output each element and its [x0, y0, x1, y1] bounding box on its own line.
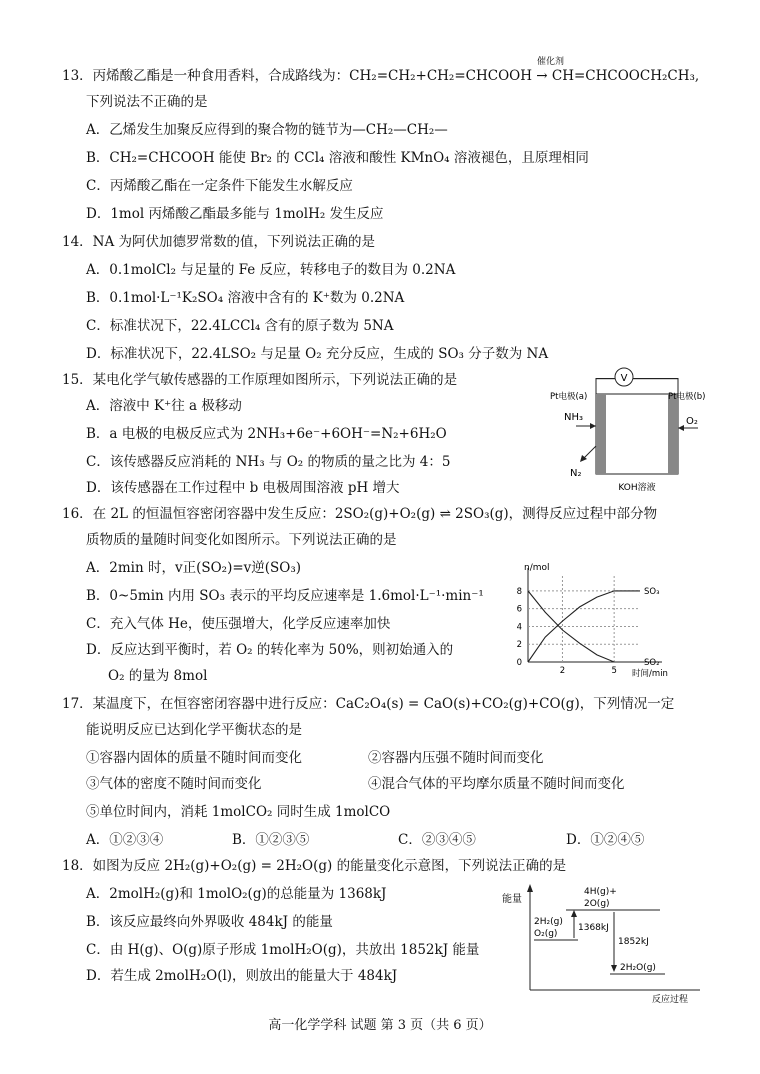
q17-option-c: C．②③④⑤: [398, 832, 476, 848]
q14-option-b: B．0.1mol·L⁻¹K₂SO₄ 溶液中含有的 K⁺数为 0.2NA: [86, 290, 405, 306]
q13-option-c: C．丙烯酸乙酯在一定条件下能发生水解反应: [86, 178, 353, 194]
q17-stem-2: 能说明反应已达到化学平衡状态的是: [86, 722, 302, 738]
top-state-label-1: 4H(g)+: [584, 887, 617, 897]
q16-option-b: B．0~5min 内用 SO₃ 表示的平均反应速率是 1.6mol·L⁻¹·min⁻¹: [86, 588, 484, 604]
electrode-b-label: Pt电极(b): [668, 392, 706, 402]
q17-option-d: D．①②④⑤: [566, 832, 645, 848]
q17-stem: 17．某温度下，在恒容密闭容器中进行反应：CaC₂O₄(s) = CaO(s)+CO₂(g)+CO(g)，下列情况一定: [62, 696, 675, 712]
series-label: SO₃: [644, 586, 660, 597]
q18-option-b: B．该反应最终向外界吸收 484kJ 的能量: [86, 914, 333, 930]
q16-option-a: A．2min 时，v正(SO₂)=v逆(SO₃): [86, 560, 302, 576]
page-footer: 高一化学学科 试题 第 3 页（共 6 页）: [268, 1018, 492, 1033]
solution-label: KOH溶液: [618, 483, 656, 493]
q15-option-c: C．该传感器反应消耗的 NH₃ 与 O₂ 的物质的量之比为 4：5: [86, 454, 451, 470]
x-tick-label: 2: [559, 666, 566, 676]
q18-option-d: D．若生成 2molH₂O(l)，则放出的能量大于 484kJ: [86, 968, 398, 984]
top-state-label-2: 2O(g): [584, 899, 610, 909]
sensor-diagram: [540, 364, 720, 499]
x-tick-label: 5: [611, 666, 617, 676]
q13-option-a: A．乙烯发生加聚反应得到的聚合物的链节为—CH₂—CH₂—: [86, 122, 448, 138]
released-energy-label: 1852kJ: [618, 937, 649, 947]
q17-statement-1: ①容器内固体的质量不随时间而变化: [86, 750, 302, 766]
nh3-label: NH₃: [564, 412, 584, 423]
q16-stem: 16．在 2L 的恒温恒容密闭容器中发生反应：2SO₂(g)+O₂(g) ⇌ 2SO₃(g)，测得反应过程中部分物: [62, 506, 658, 522]
o2-label: O₂: [686, 416, 698, 427]
q17-option-a: A．①②③④: [86, 832, 164, 848]
q13-stem-2: 下列说法不正确的是: [86, 94, 208, 110]
q13-catalyst: 催化剂: [537, 57, 565, 67]
q16-stem-2: 质物质的量随时间变化如图所示。下列说法正确的是: [86, 532, 397, 548]
electrode-a-label: Pt电极(a): [550, 392, 588, 402]
x-axis-label: 时间/min: [632, 669, 668, 678]
q18-stem: 18．如图为反应 2H₂(g)+O₂(g) = 2H₂O(g) 的能量变化示意图，下列说法正确的是: [62, 858, 567, 874]
series-label: SO₂: [644, 658, 660, 668]
energy-diagram: [500, 880, 705, 1004]
q17-statement-2: ②容器内压强不随时间而变化: [368, 750, 544, 766]
q15-stem: 15．某电化学气敏传感器的工作原理如图所示，下列说法正确的是: [62, 372, 458, 388]
q18-option-c: C．由 H(g)、O(g)原子形成 1molH₂O(g)，共放出 1852kJ 能量: [86, 942, 480, 958]
q18-option-a: A．2molH₂(g)和 1molO₂(g)的总能量为 1368kJ: [86, 886, 387, 902]
reactant-label-2: O₂(g): [534, 929, 558, 939]
q15-option-b: B．a 电极的电极反应式为 2NH₃+6e⁻+6OH⁻=N₂+6H₂O: [86, 426, 447, 442]
q14-option-c: C．标准状况下，22.4LCCl₄ 含有的原子数为 5NA: [86, 318, 394, 334]
q17-statement-4: ④混合气体的平均摩尔质量不随时间而变化: [368, 776, 625, 792]
q14-option-a: A．0.1molCl₂ 与足量的 Fe 反应，转移电子的数目为 0.2NA: [86, 262, 456, 278]
q17-option-b: B．①②③⑤: [232, 832, 310, 848]
q15-option-a: A．溶液中 K⁺往 a 极移动: [86, 398, 242, 414]
q17-statement-5: ⑤单位时间内，消耗 1molCO₂ 同时生成 1molCO: [86, 804, 391, 820]
y-axis-label: n/mol: [524, 563, 550, 573]
q14-stem: 14．NA 为阿伏加德罗常数的值，下列说法正确的是: [62, 234, 376, 250]
reaction-axis-label: 反应过程: [652, 995, 689, 1004]
y-tick-label: 2: [516, 640, 522, 651]
activation-energy-label: 1368kJ: [578, 923, 609, 933]
voltmeter-label: V: [620, 373, 628, 384]
q13-option-b: B．CH₂=CHCOOH 能使 Br₂ 的 CCl₄ 溶液和酸性 KMnO₄ 溶液褪色，且原理相同: [86, 150, 589, 166]
product-label: 2H₂O(g): [620, 963, 656, 973]
n2-label: N₂: [570, 468, 582, 479]
so2-so3-chart: [490, 560, 690, 678]
y-tick-label: 8: [516, 586, 522, 597]
q13-stem: 13．丙烯酸乙酯是一种食用香料，合成路线为：CH₂=CH₂+CH₂=CHCOOH → CH=CHCOOCH₂CH₃,: [62, 68, 700, 84]
q16-option-d-2: O₂ 的量为 8mol: [108, 668, 208, 684]
y-tick-label: 4: [516, 622, 522, 633]
energy-axis-label: 能量: [502, 894, 522, 905]
q17-statement-3: ③气体的密度不随时间而变化: [86, 776, 262, 792]
q13-option-d: D．1mol 丙烯酸乙酯最多能与 1molH₂ 发生反应: [86, 206, 384, 222]
q16-option-c: C．充入气体 He，使压强增大，化学反应速率加快: [86, 616, 391, 632]
reactant-label-1: 2H₂(g): [534, 917, 563, 927]
q15-option-d: D．该传感器在工作过程中 b 电极周围溶液 pH 增大: [86, 480, 400, 496]
q14-option-d: D．标准状况下，22.4LSO₂ 与足量 O₂ 充分反应，生成的 SO₃ 分子数为 NA: [86, 346, 549, 362]
y-tick-label: 6: [516, 604, 522, 615]
y-tick-label: 0: [516, 658, 522, 668]
q16-option-d: D．反应达到平衡时，若 O₂ 的转化率为 50%，则初始通入的: [86, 642, 454, 658]
